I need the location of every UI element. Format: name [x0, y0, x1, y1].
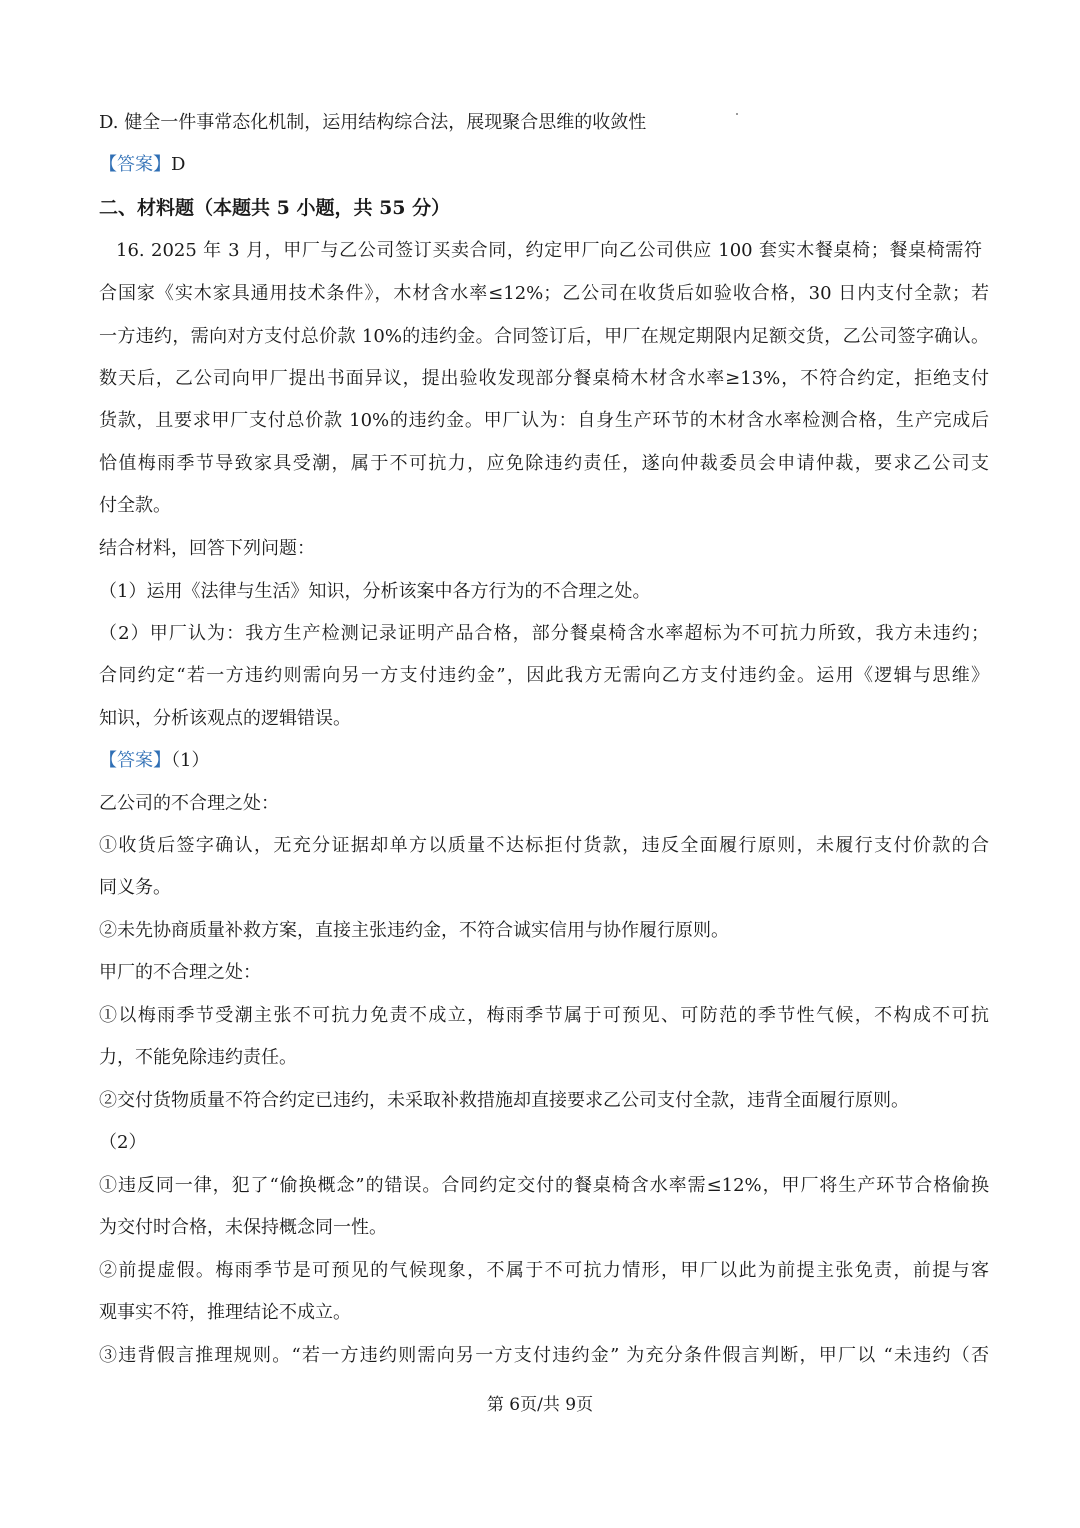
question-line: 合同约定“若一方违约则需向另一方支付违约金”，因此我方无需向乙方支付违约金。运用《逻辑与思维》 — [99, 665, 989, 686]
answer-body-line: 为交付时合格，未保持概念同一性。 — [99, 1217, 387, 1238]
answer-body-line: ③违背假言推理规则。“若一方违约则需向另一方支付违约金” 为充分条件假言判断，甲厂以 “未违约（否 — [99, 1345, 989, 1366]
question-line: （2）甲厂认为：我方生产检测记录证明产品合格，部分餐桌椅含水率超标为不可抗力所致，我方未违约； — [99, 623, 989, 644]
material-line: 一方违约，需向对方支付总价款 10%的违约金。合同签订后，甲厂在规定期限内足额交货，乙公司签字确认。 — [99, 326, 989, 347]
question-line: 知识，分析该观点的逻辑错误。 — [99, 708, 351, 729]
material-line: 数天后，乙公司向甲厂提出书面异议，提出验收发现部分餐桌椅木材含水率≥13%，不符合约定，拒绝支付 — [99, 368, 989, 389]
material-line: 合国家《实木家具通用技术条件》，木材含水率≤12%；乙公司在收货后如验收合格，30 日内支付全款；若 — [99, 283, 989, 304]
answer-body-line: 乙公司的不合理之处： — [99, 793, 279, 814]
material-line: 恰值梅雨季节导致家具受潮，属于不可抗力，应免除违约责任，遂向仲裁委员会申请仲裁，要求乙公司支 — [99, 453, 989, 474]
answer-body-line: （2） — [99, 1132, 147, 1153]
answer-body-line: ②交付货物质量不符合约定已违约，未采取补救措施却直接要求乙公司支付全款，违背全面履行原则。 — [99, 1090, 909, 1111]
answer-body-line: 甲厂的不合理之处： — [99, 962, 261, 983]
answer-body-line: 力，不能免除违约责任。 — [99, 1047, 297, 1068]
page-footer: 第 6页/共 9页 — [486, 1395, 594, 1415]
answer-body-line: 观事实不符，推理结论不成立。 — [99, 1302, 351, 1323]
answer-line-1 — [99, 153, 989, 177]
answer-body-line: ①违反同一律，犯了“偷换概念”的错误。合同约定交付的餐桌椅含水率需≤12%，甲厂将生产环节合格偷换 — [99, 1175, 989, 1196]
answer-body-line: ①以梅雨季节受潮主张不可抗力免责不成立，梅雨季节属于可预见、可防范的季节性气候，不构成不可抗 — [99, 1005, 989, 1026]
section-heading: 二、材料题（本题共 5 小题，共 55 分） — [99, 197, 451, 219]
answer-body-line: ②未先协商质量补救方案，直接主张违约金，不符合诚实信用与协作履行原则。 — [99, 920, 729, 941]
material-line: 16. 2025 年 3 月，甲厂与乙公司签订买卖合同，约定甲厂向乙公司供应 100 套实木餐桌椅；餐桌椅需符 — [116, 240, 982, 261]
option-d: D. 健全一件事常态化机制，运用结构综合法，展现聚合思维的收敛性 — [99, 112, 647, 133]
question-prompt: 结合材料，回答下列问题： — [99, 538, 315, 559]
answer-tag: 【答案】 — [99, 154, 171, 175]
answer-value: D — [171, 154, 186, 175]
answer-value: （1） — [171, 750, 210, 771]
answer-body-line: ①收货后签字确认，无充分证据却单方以质量不达标拒付货款，违反全面履行原则，未履行支付价款的合 — [99, 835, 989, 856]
answer-tag: 【答案】 — [99, 750, 171, 771]
question-line: （1）运用《法律与生活》知识，分析该案中各方行为的不合理之处。 — [99, 581, 651, 602]
answer-body-line: 同义务。 — [99, 877, 171, 898]
answer-line-2 — [99, 749, 989, 773]
material-line: 货款，且要求甲厂支付总价款 10%的违约金。甲厂认为：自身生产环节的木材含水率检测合格，生产完成后 — [99, 410, 989, 431]
material-line: 付全款。 — [99, 495, 171, 516]
answer-body-line: ②前提虚假。梅雨季节是可预见的气候现象，不属于不可抗力情形，甲厂以此为前提主张免责，前提与客 — [99, 1260, 989, 1281]
